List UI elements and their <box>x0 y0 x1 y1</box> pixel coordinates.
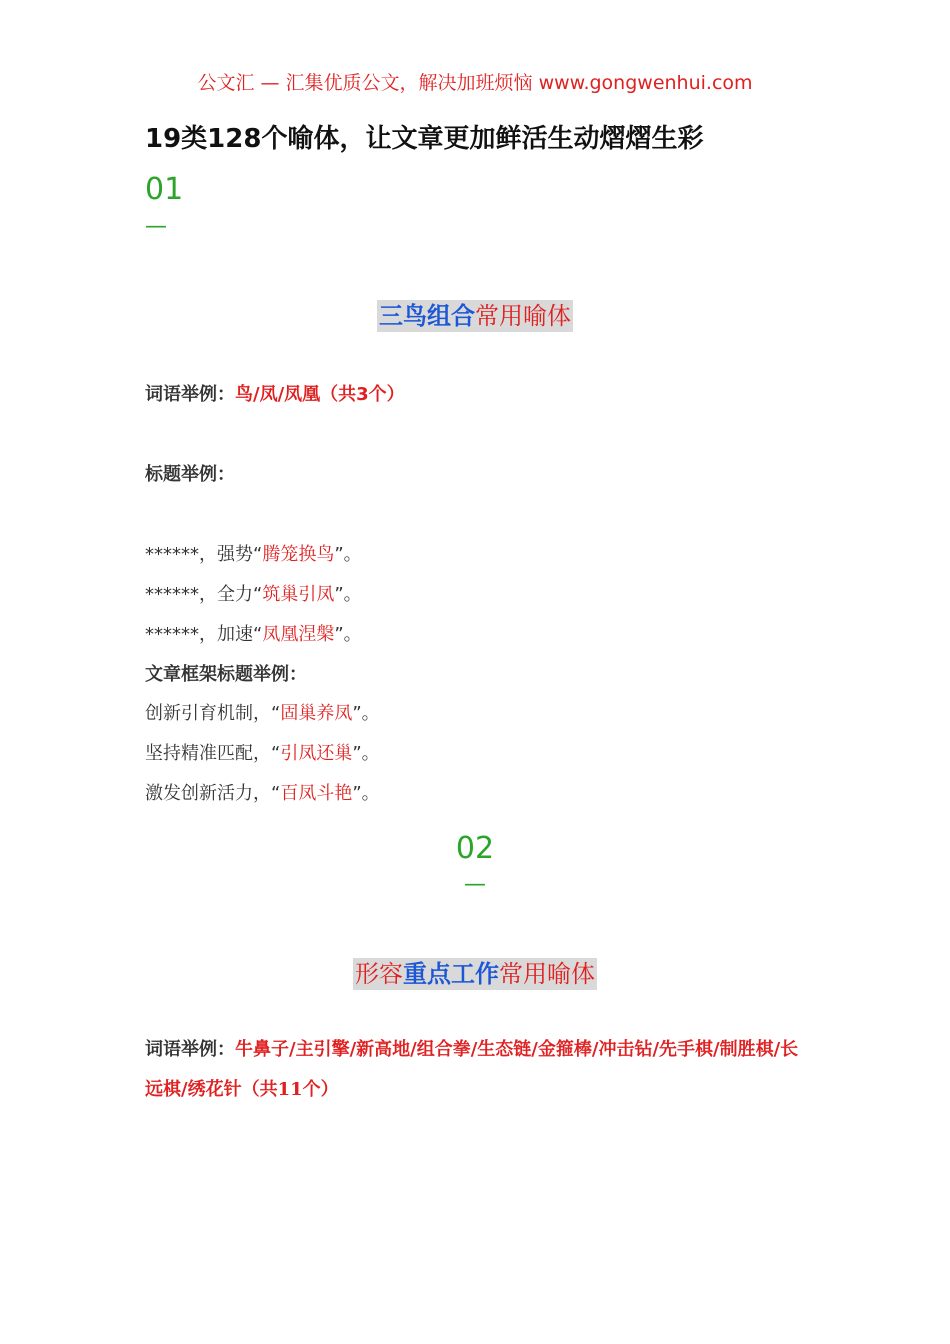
words-example-value: 鸟/凤/凤凰（共3个） <box>235 384 405 405</box>
section-title-prefix: 形容 <box>355 960 403 988</box>
section-title-02 <box>0 954 950 989</box>
words-example-value: 牛鼻子/主引擎/新高地/组合拳/生态链/金箍棒/冲击钻/先手棋/制胜棋/长远棋/绣花针（共11个） <box>145 1039 799 1100</box>
framework-prefix: 坚持精准匹配，“ <box>145 743 281 764</box>
section-divider-02: — <box>464 872 486 897</box>
example-term: 凤凰涅槃 <box>262 624 335 645</box>
example-prefix: ******，强势“ <box>145 544 263 565</box>
framework-suffix: ”。 <box>352 743 380 764</box>
section-number-02: 02 <box>455 831 495 866</box>
document-title: 19类128个喻体，让文章更加鲜活生动熠熠生彩 <box>145 124 704 154</box>
example-term: 筑巢引凤 <box>262 584 335 605</box>
example-line <box>145 620 362 646</box>
section-title-suffix: 常用喻体 <box>499 960 595 988</box>
example-prefix: ******，全力“ <box>145 584 263 605</box>
words-example-line <box>145 380 405 406</box>
words-example-paragraph <box>145 1030 815 1110</box>
site-header[interactable]: 公文汇 — 汇集优质公文，解决加班烦恼 www.gongwenhui.com <box>197 72 753 94</box>
example-term: 腾笼换鸟 <box>262 544 335 565</box>
section-title-suffix: 常用喻体 <box>475 302 571 330</box>
section-divider-01: — <box>145 214 167 239</box>
example-line <box>145 580 362 606</box>
example-prefix: ******，加速“ <box>145 624 263 645</box>
framework-prefix: 激发创新活力，“ <box>145 783 281 804</box>
framework-line <box>145 779 380 805</box>
framework-term: 百凤斗艳 <box>280 783 353 804</box>
example-line <box>145 540 362 566</box>
framework-suffix: ”。 <box>352 783 380 804</box>
framework-label: 文章框架标题举例： <box>145 664 307 685</box>
section-title-keyword: 重点工作 <box>403 960 499 988</box>
framework-line <box>145 739 380 765</box>
section-title-01 <box>0 296 950 331</box>
framework-suffix: ”。 <box>352 703 380 724</box>
section-title-highlight <box>353 958 597 990</box>
framework-term: 固巢养凤 <box>280 703 353 724</box>
words-example-label: 词语举例： <box>145 384 235 405</box>
example-suffix: ”。 <box>334 584 362 605</box>
example-suffix: ”。 <box>334 544 362 565</box>
framework-prefix: 创新引育机制，“ <box>145 703 281 724</box>
section-title-keyword: 三鸟组合 <box>379 302 475 330</box>
example-suffix: ”。 <box>334 624 362 645</box>
framework-line <box>145 699 380 725</box>
words-example-label: 词语举例： <box>145 1039 235 1060</box>
framework-term: 引凤还巢 <box>280 743 353 764</box>
title-examples-label: 标题举例： <box>145 464 235 485</box>
section-title-highlight <box>377 300 573 332</box>
section-number-01: 01 <box>145 172 184 207</box>
